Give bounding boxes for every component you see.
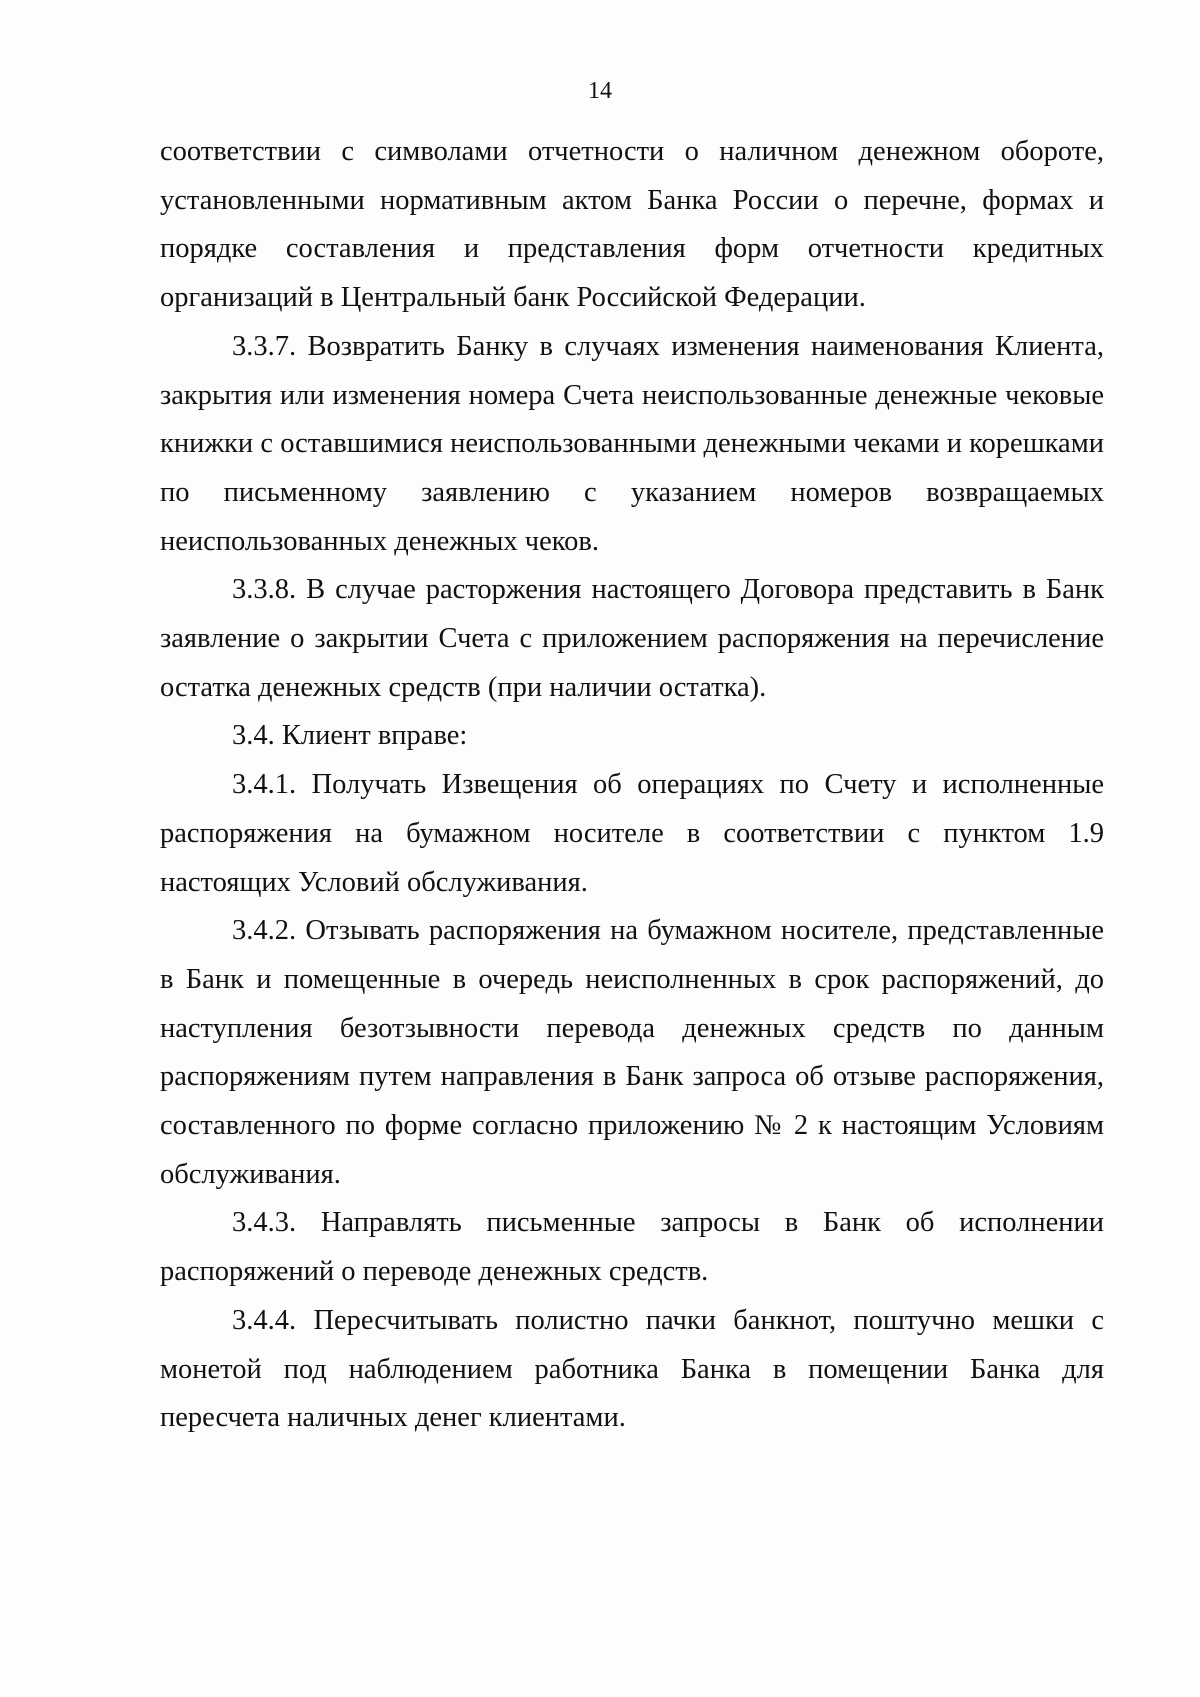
section-number: 3.4. [232,720,275,752]
paragraph-text: Возвратить Банку в случаях изменения наименования Клиента, закрытия или изменения номера Счета неиспользованные денежные чековые книжки с оставшимися неиспользованными денежными чеками и корешками по письменному заявлению с указанием номеров возвращаемых неиспользованных денежных чеков. [160,330,1104,557]
paragraph-3-4-4 [160,1297,1104,1443]
paragraph-text: соответствии с символами отчетности о наличном денежном обороте, установленными нормативным актом Банка России о перечне, формах и порядке составления и представления форм отчетности кредитных организаций в Центральный банк Российской Федерации. [160,136,1104,314]
paragraph-text: Получать Извещения об операциях по Счету и исполненные распоряжения на бумажном носителе в соответствии с пунктом 1.9 настоящих Условий обслуживания. [160,769,1105,898]
paragraph-text: Направлять письменные запросы в Банк об исполнении распоряжений о переводе денежных средств. [160,1207,1105,1288]
paragraph-3-3-8 [160,566,1104,712]
paragraph-3-4-1 [160,761,1104,907]
section-number: 3.3.7. [232,330,297,362]
paragraph-text: В случае расторжения настоящего Договора представить в Банк заявление о закрытии Счета с приложением распоряжения на перечисление остатка денежных средств (при наличии остатка). [160,574,1105,703]
paragraph-3-4-3 [160,1199,1104,1296]
document-body [160,128,1104,1443]
section-number: 3.4.4. [232,1304,297,1336]
paragraph-3-4 [160,712,1104,761]
section-number: 3.4.1. [232,769,297,801]
page-number: 14 [588,78,612,104]
section-number: 3.3.8. [232,574,297,606]
paragraph-text: Клиент вправе: [281,720,468,752]
paragraph-continuation [160,128,1104,323]
paragraph-3-4-2 [160,907,1104,1199]
paragraph-text: Пересчитывать полистно пачки банкнот, поштучно мешки с монетой под наблюдением работника Банка в помещении Банка для пересчета наличных денег клиентами. [160,1304,1105,1434]
section-number: 3.4.3. [232,1207,297,1239]
paragraph-text: Отзывать распоряжения на бумажном носителе, представленные в Банк и помещенные в очередь неисполненных в срок распоряжений, до наступления безотзывности перевода денежных средств по данным распоряжениям путем направления в Банк запроса об отзыве распоряжения, составленного по форме согласно приложению № 2 к настоящим Условиям обслуживания. [160,915,1104,1190]
section-number: 3.4.2. [232,915,297,947]
paragraph-3-3-7 [160,323,1104,567]
